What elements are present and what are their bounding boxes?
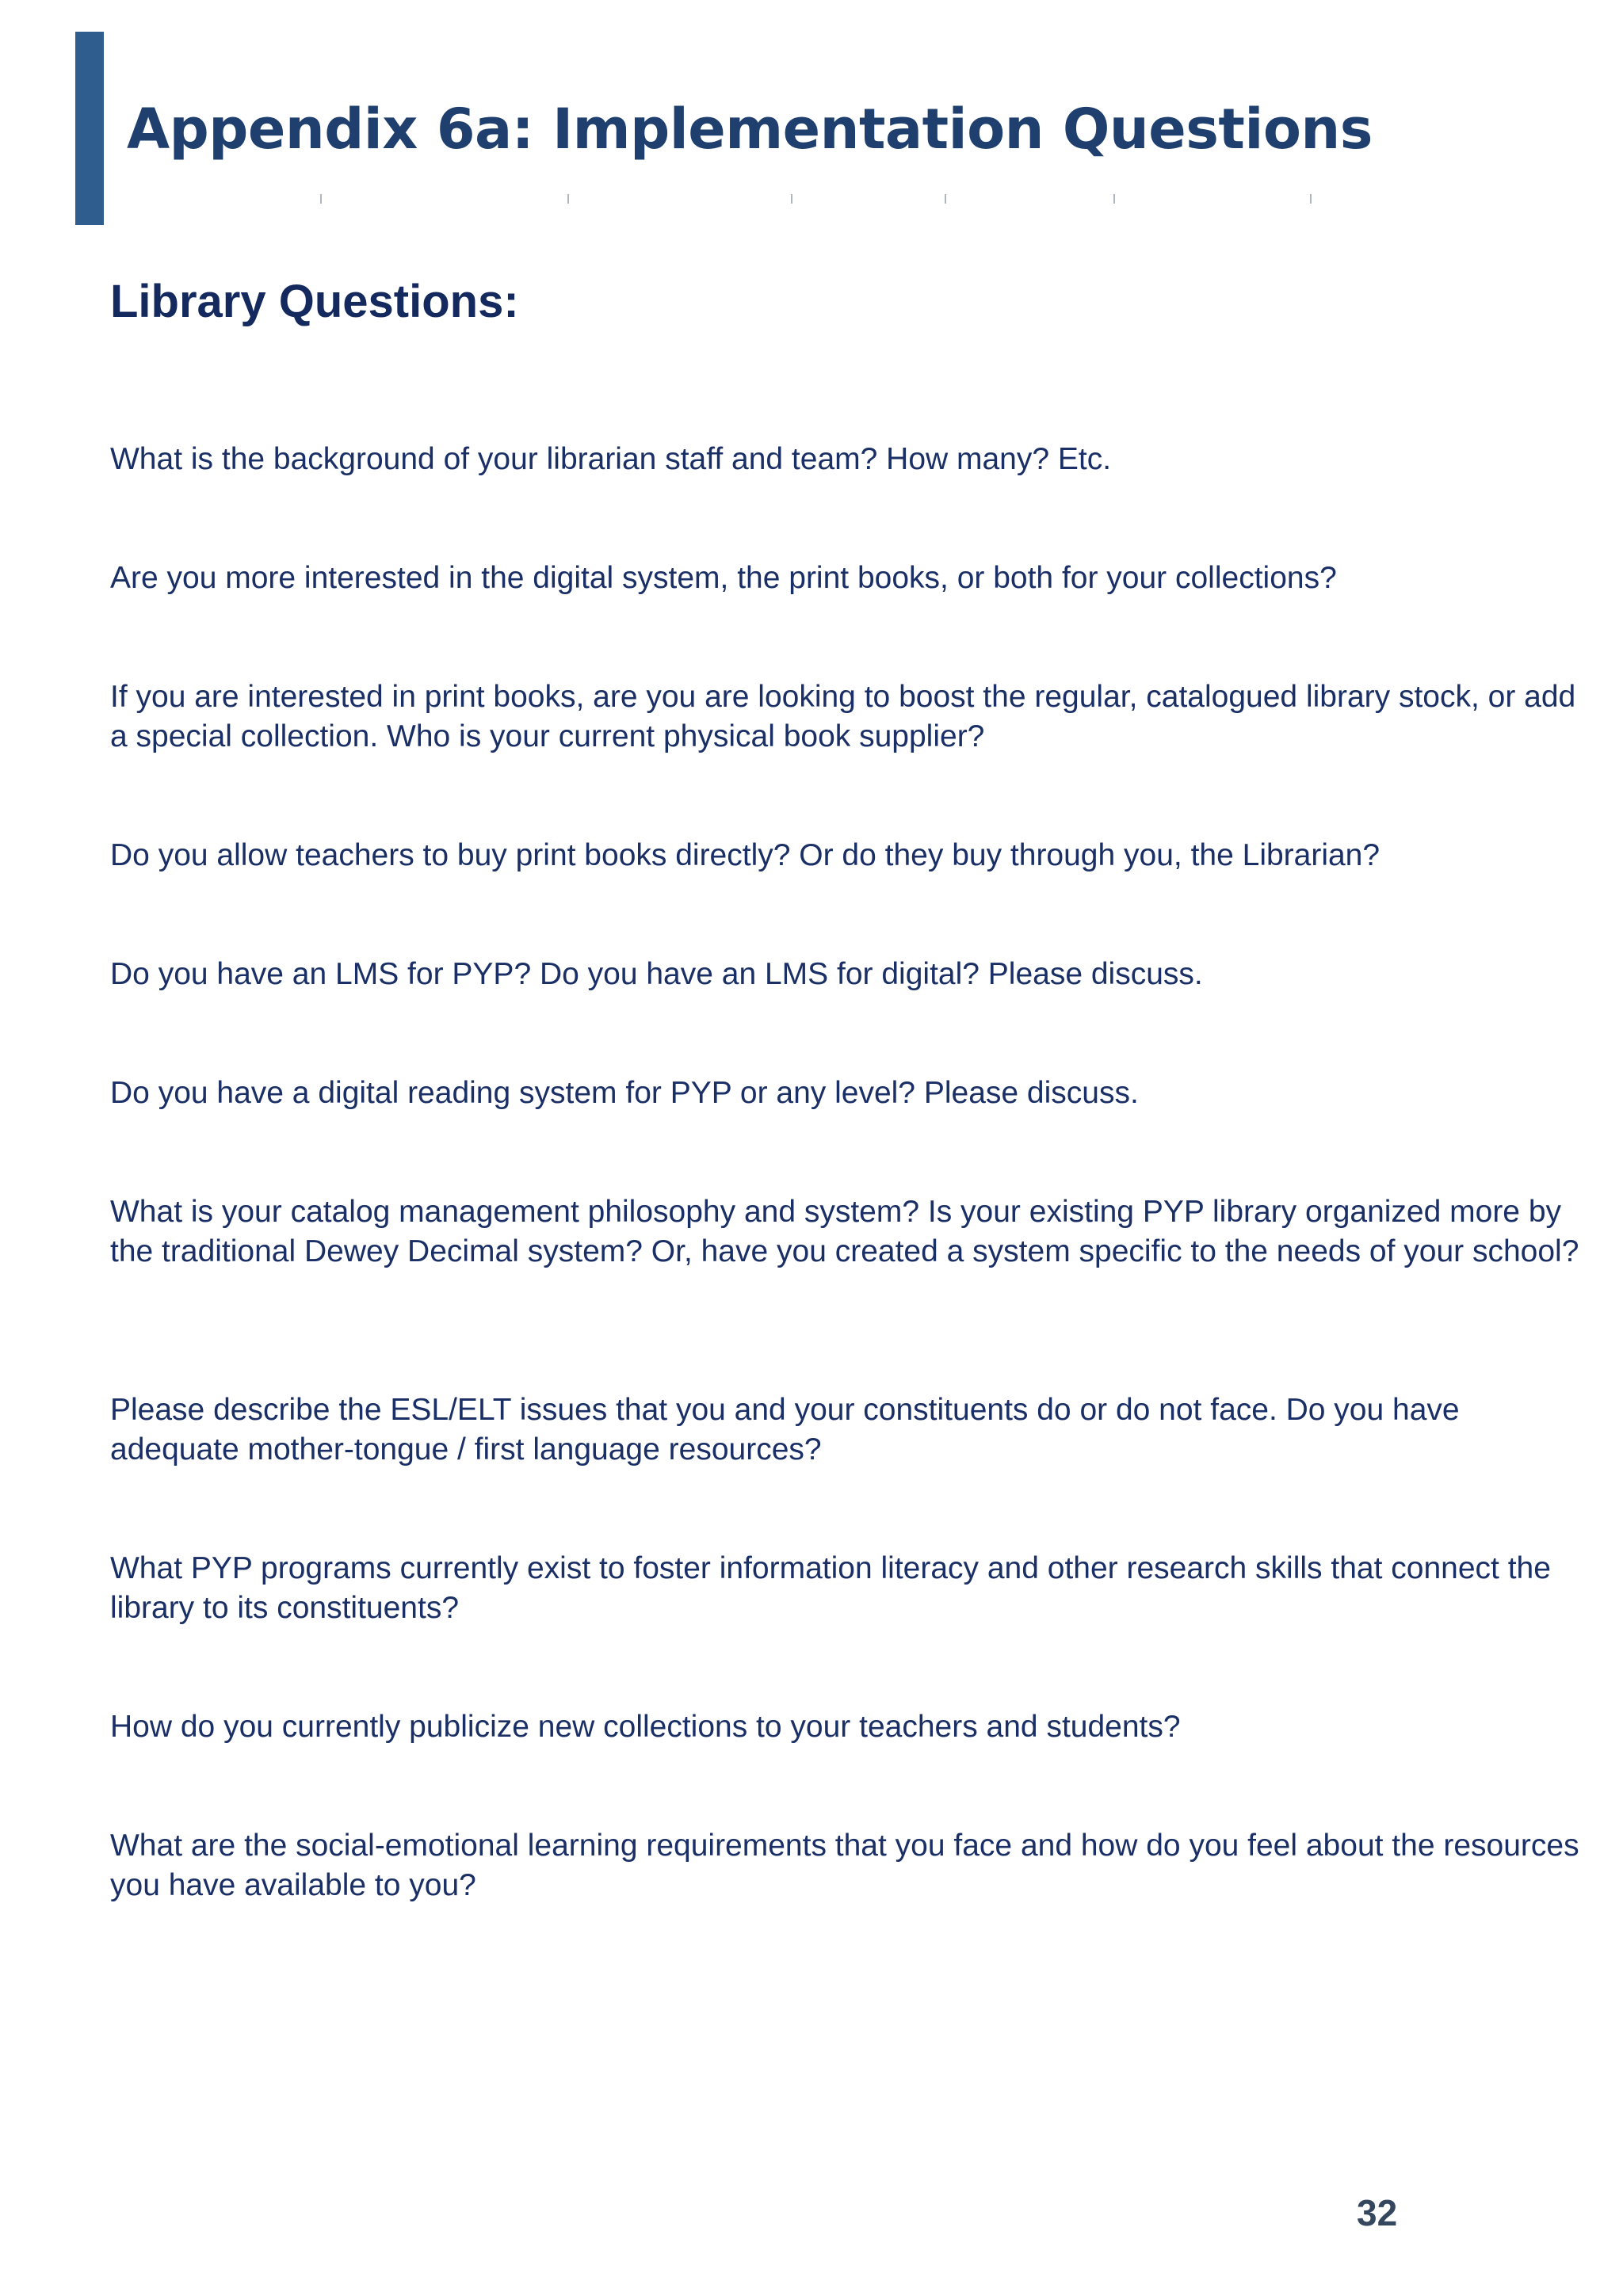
header-rule-tick — [791, 194, 792, 204]
page-number: 32 — [1357, 2192, 1398, 2233]
title-accent-bar — [75, 32, 104, 225]
header-rule-tick — [1113, 194, 1115, 204]
question-item: How do you currently publicize new collections to your teachers and students? — [110, 1710, 1181, 1744]
question-item: Please describe the ESL/ELT issues that you and your constituents do or do not face. Do you have adequate mother-tongue / first language resources? — [110, 1393, 1460, 1466]
header-rule-tick — [320, 194, 322, 204]
section-heading: Library Questions: — [110, 276, 519, 327]
question-item: Do you have an LMS for PYP? Do you have an LMS for digital? Please discuss. — [110, 957, 1203, 991]
question-item: What PYP programs currently exist to foster information literacy and other research skills that connect the library to its constituents? — [110, 1551, 1551, 1625]
question-item: Are you more interested in the digital system, the print books, or both for your collections? — [110, 561, 1337, 595]
question-item: Do you allow teachers to buy print books directly? Or do they buy through you, the Librarian? — [110, 838, 1381, 872]
header-rule-tick — [567, 194, 569, 204]
question-item: What is the background of your librarian staff and team? How many? Etc. — [110, 442, 1112, 476]
question-item: If you are interested in print books, are you are looking to boost the regular, catalogued library stock, or add a special collection. Who is your current physical book supplier? — [110, 680, 1576, 753]
question-item: What is your catalog management philosophy and system? Is your existing PYP library organized more by the traditional Dewey Decimal system? Or, have you created a system specific to the needs of your school? — [110, 1195, 1579, 1268]
question-item: Do you have a digital reading system for PYP or any level? Please discuss. — [110, 1076, 1139, 1110]
header-rule-tick — [1310, 194, 1312, 204]
question-item: What are the social-emotional learning requirements that you face and how do you feel about the resources you have available to you? — [110, 1829, 1579, 1902]
page-title: Appendix 6a: Implementation Questions — [127, 97, 1373, 162]
header-rule-tick — [945, 194, 946, 204]
